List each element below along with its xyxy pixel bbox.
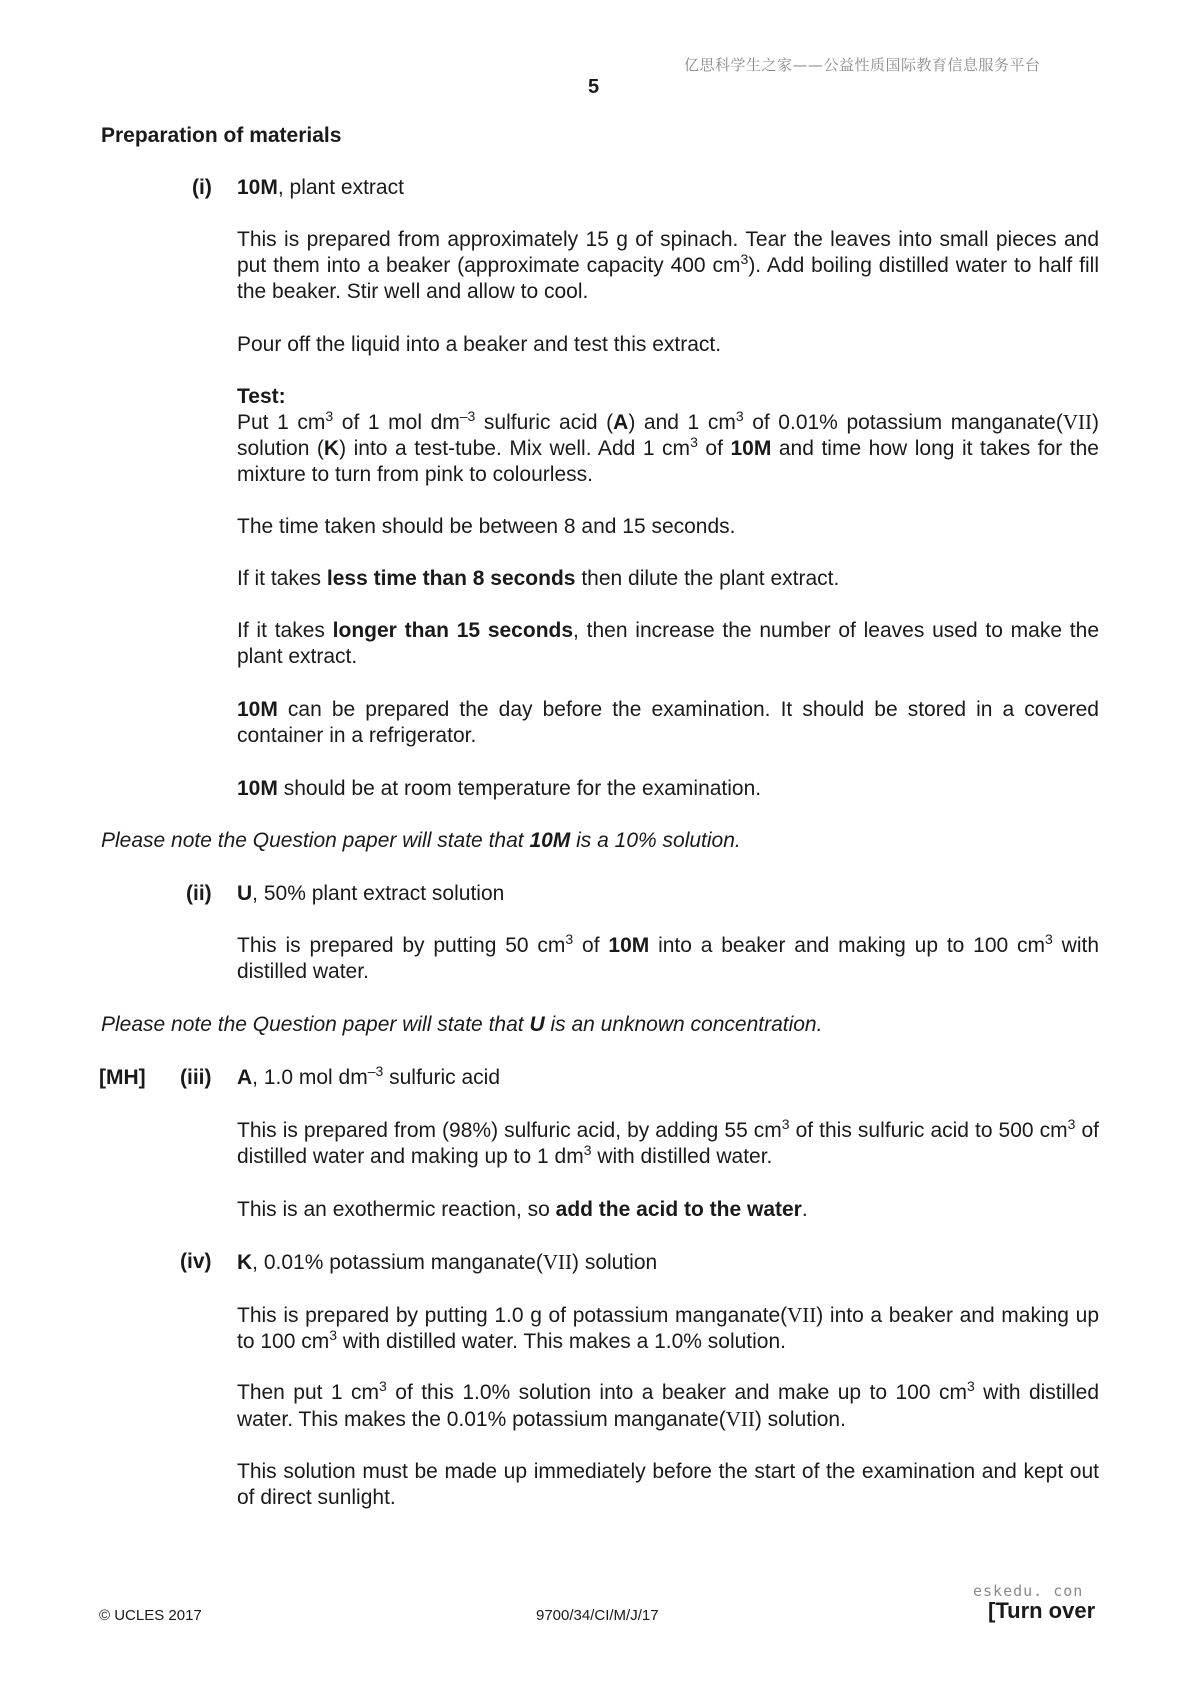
bold-text: 10M [237,698,278,721]
text: then dilute the plant extract. [575,567,840,590]
item-iv-para-3: This solution must be made up immediately before the start of the examination and kept out of direct sunlight. [237,1460,1099,1509]
copyright: © UCLES 2017 [99,1607,202,1624]
text: ) into a beaker and making up to 100 cm [237,1304,1099,1353]
text: of this 1.0% solution into a beaker and make up to 100 cm [386,1381,967,1404]
mh-tag: [MH] [99,1066,146,1089]
text: Then put 1 cm [237,1381,380,1404]
item-iv-heading [237,1249,657,1276]
text: If it takes [237,619,333,642]
text: with distilled water. [237,934,1099,983]
superscript: –3 [367,1063,384,1079]
paper-code: 9700/34/CI/M/J/17 [536,1607,659,1624]
text: , 1.0 mol dm [252,1066,368,1089]
test-label: Test: [237,385,286,408]
item-ii-para-1 [237,933,1099,985]
bold-text: U [529,1013,545,1036]
text: of 0.01% potassium manganate( [743,411,1063,434]
superscript: 3 [966,1378,975,1394]
text: , 0.01% potassium manganate( [252,1251,543,1274]
superscript: 3 [583,1142,592,1158]
text: ) into a test-tube. Mix well. Add 1 cm [339,437,691,460]
roman-numeral: VII [1062,410,1092,434]
item-iv-code: K [237,1251,253,1274]
bold-text: longer than 15 seconds [332,619,574,642]
superscript: 3 [690,434,698,450]
item-iii-number: (iii) [180,1066,212,1089]
item-i-para-2: Pour off the liquid into a beaker and test this extract. [237,333,722,356]
text: into a beaker and making up to 100 cm [649,934,1046,957]
section-title: Preparation of materials [101,124,342,147]
bold-text: 10M [529,829,571,852]
text: . [801,1198,808,1221]
text: This is prepared by putting 1.0 g of potassium manganate( [237,1304,788,1327]
text: with distilled water. [591,1145,773,1168]
text: of this sulfuric acid to 500 cm [789,1119,1068,1142]
roman-numeral: VII [542,1250,572,1274]
text: This is prepared by putting 50 cm [237,934,566,957]
item-iv-number: (iv) [180,1250,212,1273]
item-iii-para-2 [237,1197,1099,1223]
item-i-para-1 [237,227,1099,305]
note-2 [101,1012,822,1038]
item-i-desc: , plant extract [277,176,404,199]
text: with distilled water. This makes the 0.01% potassium manganate( [237,1381,1099,1431]
text: This is prepared from (98%) sulfuric acid, by adding 55 cm [237,1119,782,1142]
text: of [697,437,731,460]
item-i-para-7 [237,776,1099,802]
header-site-name: 亿思科学生之家——公益性质国际教育信息服务平台 [684,56,1041,74]
text: is an unknown concentration. [544,1013,823,1036]
reagent-a: A [613,411,629,434]
item-i-number: (i) [192,176,212,199]
superscript: –3 [459,408,476,424]
text: ) and 1 cm [628,411,736,434]
bold-text: 10M [237,777,278,800]
item-i-para-5 [237,618,1099,670]
text: and time how long it takes for the mixture to turn from pink to colourless. [237,437,1099,486]
superscript: 3 [325,408,334,424]
text: of distilled water and making up to 1 dm [237,1119,1099,1168]
item-ii-desc: , 50% plant extract solution [252,882,505,905]
text: This is an exothermic reaction, so [237,1198,556,1221]
superscript: 3 [1067,1116,1076,1132]
watermark: eskedu. con [973,1582,1084,1600]
note-1 [101,828,741,854]
turn-over: [Turn over [988,1598,1096,1623]
text: ). Add boiling distilled water to half fill the beaker. Stir well and allow to cool. [237,254,1099,303]
text: ) solution ( [237,411,1099,460]
text: can be prepared the day before the examination. It should be stored in a covered container in a refrigerator. [237,698,1099,747]
text: is a 10% solution. [570,829,741,852]
superscript: 3 [735,408,744,424]
item-i-code: 10M [237,176,278,199]
superscript: 3 [781,1116,790,1132]
item-iii-heading [237,1065,500,1091]
text: of 1 mol dm [333,411,460,434]
text: with distilled water. This makes a 1.0% solution. [337,1330,787,1353]
text: This is prepared from approximately 15 g of spinach. Tear the leaves into small pieces and put them into a beaker (approximate capacity 400 cm [237,228,1099,277]
item-i-para-6 [237,697,1099,749]
item-i-heading [237,175,404,201]
superscript: 3 [329,1327,338,1343]
item-iii-para-1 [237,1118,1099,1170]
roman-numeral: VII [787,1303,817,1327]
superscript: 3 [379,1378,387,1394]
bold-text: 10M [608,934,650,957]
reagent-k: K [323,437,340,460]
text: sulfuric acid [383,1066,501,1089]
item-iv-para-1 [237,1302,1099,1355]
item-ii-number: (ii) [186,882,212,905]
roman-numeral: VII [725,1407,755,1431]
superscript: 3 [740,251,749,267]
item-iii-code: A [237,1066,253,1089]
reagent-10m: 10M [730,437,772,460]
test-procedure [237,409,1099,488]
item-ii-code: U [237,882,253,905]
text: Please note the Question paper will state that [101,1013,530,1036]
item-i-para-4 [237,566,1099,592]
text: ) solution. [754,1408,846,1431]
superscript: 3 [1045,931,1053,947]
text: sulfuric acid ( [475,411,614,434]
item-ii-heading [237,881,504,907]
text: , then increase the number of leaves used to make the plant extract. [237,619,1099,668]
text: Put 1 cm [237,411,326,434]
superscript: 3 [565,931,574,947]
text: of [573,934,609,957]
item-i-para-3: The time taken should be between 8 and 15 seconds. [237,515,736,538]
text: should be at room temperature for the examination. [277,777,762,800]
item-iv-para-2 [237,1380,1099,1433]
text: If it takes [237,567,327,590]
text: ) solution [572,1251,658,1274]
bold-text: less time than 8 seconds [326,567,576,590]
page-number: 5 [588,76,600,98]
text: Please note the Question paper will state that [101,829,530,852]
bold-text: add the acid to the water [555,1198,802,1221]
